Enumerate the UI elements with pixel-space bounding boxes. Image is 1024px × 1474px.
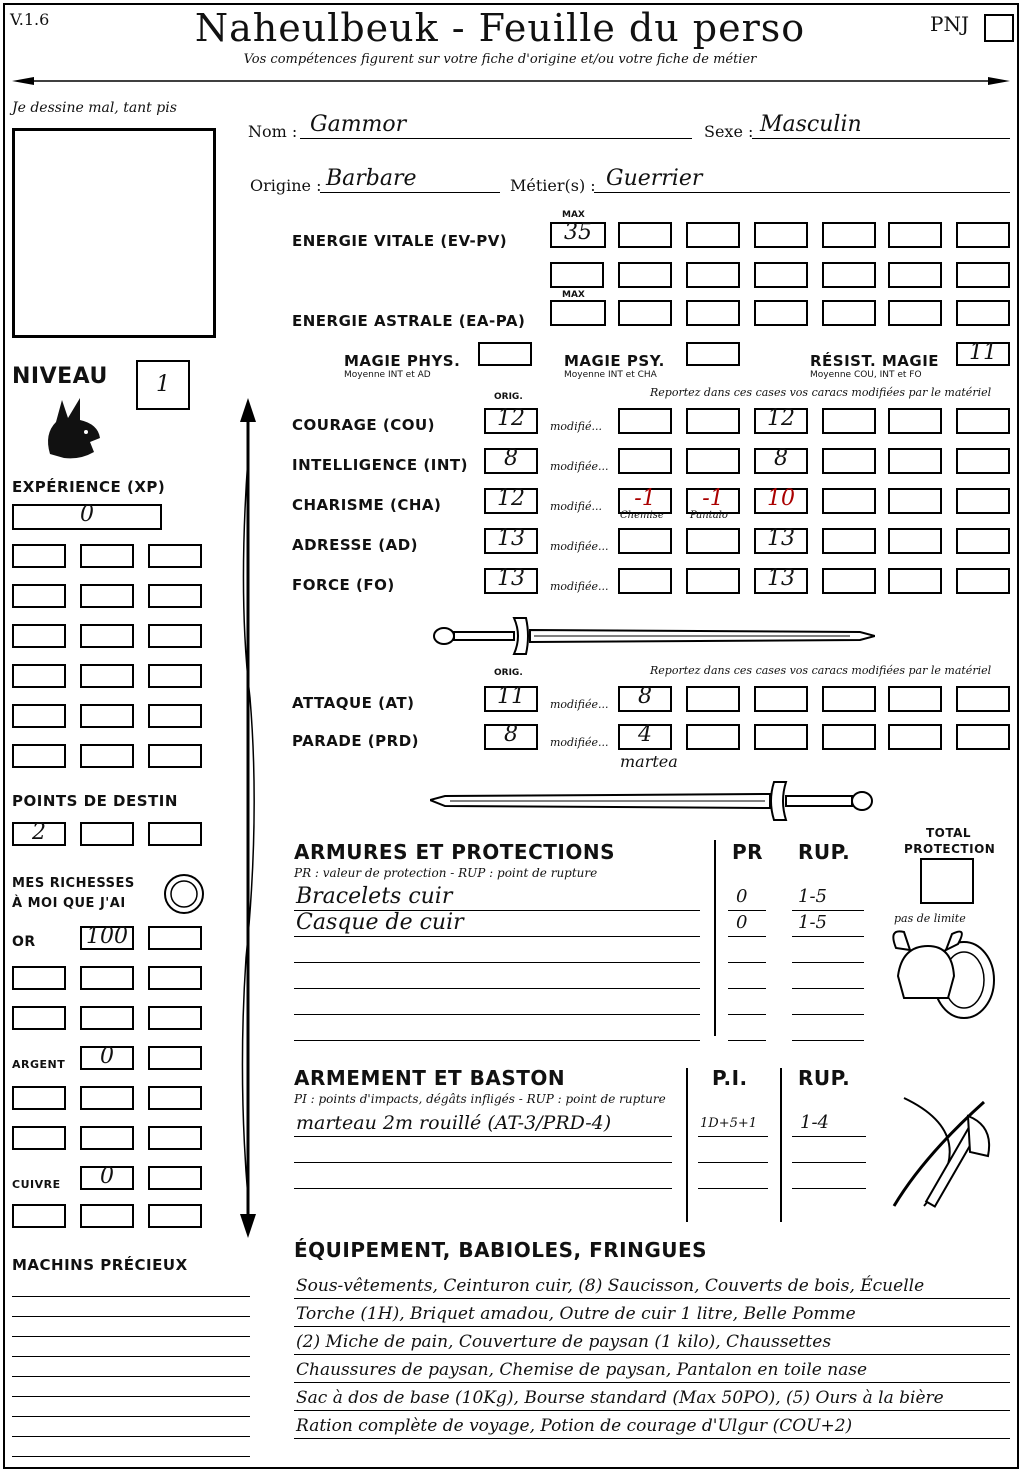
equip-text: Torche (1H), Briquet amadou, Outre de cuir 1 litre, Belle Pomme bbox=[296, 1304, 856, 1324]
xp-box-12[interactable] bbox=[148, 664, 202, 688]
richesses-label-1: MES RICHESSES bbox=[12, 876, 135, 891]
armure-pr-line[interactable] bbox=[728, 988, 766, 989]
equip-line[interactable] bbox=[294, 1326, 1010, 1327]
equip-line[interactable] bbox=[294, 1382, 1010, 1383]
intelligence-mod-box-6[interactable] bbox=[956, 448, 1010, 474]
caracs-orig-label: ORIG. bbox=[494, 392, 523, 402]
ev-box-2[interactable] bbox=[686, 222, 740, 248]
ev-box-row2-3[interactable] bbox=[686, 262, 740, 288]
money-box-2-2[interactable] bbox=[148, 1006, 202, 1030]
ea-box-1[interactable] bbox=[618, 300, 672, 326]
arme-name-line[interactable] bbox=[294, 1136, 672, 1137]
ea-box-5[interactable] bbox=[888, 300, 942, 326]
machins-line[interactable] bbox=[12, 1336, 250, 1337]
armure-name-line[interactable] bbox=[294, 962, 700, 963]
sexe-value: Masculin bbox=[760, 112, 862, 137]
xp-box-1[interactable] bbox=[12, 544, 66, 568]
money-box-7-2[interactable] bbox=[148, 1204, 202, 1228]
portrait-caption: Je dessine mal, tant pis bbox=[12, 100, 177, 116]
equip-text: Chaussures de paysan, Chemise de paysan, Pantalon en toile nase bbox=[296, 1360, 868, 1380]
courage-mod-box-1[interactable] bbox=[618, 408, 672, 434]
box-value: 8 bbox=[638, 684, 652, 709]
xp-box-11[interactable] bbox=[80, 664, 134, 688]
ea-box-6[interactable] bbox=[956, 300, 1010, 326]
nom-label: Nom : bbox=[248, 122, 298, 141]
armure-rup-line[interactable] bbox=[792, 988, 864, 989]
machins-line[interactable] bbox=[12, 1416, 250, 1417]
pnj-label: PNJ bbox=[930, 12, 969, 36]
money-box-6-2[interactable] bbox=[148, 1166, 202, 1190]
arme-pi-line[interactable] bbox=[698, 1136, 768, 1137]
parade-mod-note: martea bbox=[620, 752, 678, 771]
equip-line[interactable] bbox=[294, 1298, 1010, 1299]
courage-mod-box-6[interactable] bbox=[956, 408, 1010, 434]
xp-box-8[interactable] bbox=[80, 624, 134, 648]
courage-orig-box[interactable] bbox=[484, 408, 538, 434]
charisme-mod-box-5[interactable] bbox=[888, 488, 942, 514]
arme-pi-line[interactable] bbox=[698, 1162, 768, 1163]
box-value: 2 bbox=[32, 820, 46, 845]
resist-magie-box[interactable]: 11 bbox=[956, 342, 1010, 366]
armure-name: Bracelets cuir bbox=[296, 884, 453, 909]
ev-box-6[interactable] bbox=[956, 222, 1010, 248]
charisme-mod-box-3[interactable] bbox=[754, 488, 808, 514]
charisme-label: CHARISME (CHA) bbox=[292, 496, 442, 514]
xp-box-10[interactable] bbox=[12, 664, 66, 688]
xp-box-7[interactable] bbox=[12, 624, 66, 648]
machins-line[interactable] bbox=[12, 1296, 250, 1297]
equip-text: Sac à dos de base (10Kg), Bourse standard (Max 50PO), (5) Ours à la bière bbox=[296, 1388, 944, 1408]
origine-label: Origine : bbox=[250, 176, 322, 195]
niveau-label: NIVEAU bbox=[12, 364, 108, 389]
adresse-mod-box-1[interactable] bbox=[618, 528, 672, 554]
money-argent-box[interactable] bbox=[80, 1046, 134, 1070]
spear-vertical-icon bbox=[236, 398, 260, 1238]
money-box-0-2[interactable] bbox=[148, 926, 202, 950]
xp-box-17[interactable] bbox=[80, 744, 134, 768]
attaque-mod-box-6[interactable] bbox=[956, 686, 1010, 712]
box-value: 4 bbox=[638, 722, 652, 747]
metier-value: Guerrier bbox=[606, 166, 703, 191]
equip-line[interactable] bbox=[294, 1354, 1010, 1355]
force-mod-box-3[interactable] bbox=[754, 568, 808, 594]
armement-rup-header: RUP. bbox=[798, 1066, 851, 1090]
xp-box-13[interactable] bbox=[12, 704, 66, 728]
armures-rup-header: RUP. bbox=[798, 840, 851, 864]
intelligence-label: INTELLIGENCE (INT) bbox=[292, 456, 468, 474]
nom-value: Gammor bbox=[310, 112, 407, 137]
equip-text: (2) Miche de pain, Couverture de paysan (1 kilo), Chaussettes bbox=[296, 1332, 832, 1352]
xp-box-18[interactable] bbox=[148, 744, 202, 768]
attaque-label: ATTAQUE (AT) bbox=[292, 694, 415, 712]
armure-rup-line[interactable] bbox=[792, 1040, 864, 1041]
magie-phys-box[interactable] bbox=[478, 342, 532, 366]
parade-mod-box-1[interactable] bbox=[618, 724, 672, 750]
equipement-title: ÉQUIPEMENT, BABIOLES, FRINGUES bbox=[294, 1238, 708, 1262]
machins-line[interactable] bbox=[12, 1316, 250, 1317]
xp-box-15[interactable] bbox=[148, 704, 202, 728]
armement-divider-2 bbox=[780, 1068, 782, 1222]
armure-pr-line[interactable] bbox=[728, 910, 766, 911]
arme-name-line[interactable] bbox=[294, 1162, 672, 1163]
total-protection-label-1: TOTAL bbox=[926, 826, 972, 840]
ev-box-row2-4[interactable] bbox=[754, 262, 808, 288]
armement-note: PI : points d'impacts, dégâts infligés - RUP : point de rupture bbox=[294, 1092, 666, 1106]
courage-mod-box-3[interactable] bbox=[754, 408, 808, 434]
arme-name-line[interactable] bbox=[294, 1188, 672, 1189]
adresse-orig-box[interactable] bbox=[484, 528, 538, 554]
armure-pr-line[interactable] bbox=[728, 1040, 766, 1041]
box-value: -1 bbox=[634, 486, 656, 511]
charisme-modif-label: modifié... bbox=[550, 500, 602, 513]
destin-box-3[interactable] bbox=[148, 822, 202, 846]
pas-de-limite-note: pas de limite bbox=[894, 912, 966, 925]
adresse-mod-box-2[interactable] bbox=[686, 528, 740, 554]
armure-pr: 0 bbox=[736, 886, 748, 907]
parade-orig-box[interactable] bbox=[484, 724, 538, 750]
ev-box-row2-7[interactable] bbox=[956, 262, 1010, 288]
adresse-mod-box-5[interactable] bbox=[888, 528, 942, 554]
parade-modif-label: modifiée... bbox=[550, 736, 609, 749]
armure-rup-line[interactable] bbox=[792, 936, 864, 937]
money-or-box[interactable] bbox=[80, 926, 134, 950]
armures-title: ARMURES ET PROTECTIONS bbox=[294, 840, 615, 864]
ev-box-1[interactable] bbox=[618, 222, 672, 248]
magie-phys-label: MAGIE PHYS. bbox=[344, 352, 461, 370]
armure-name-line[interactable] bbox=[294, 936, 700, 937]
money-box-1-0[interactable] bbox=[12, 966, 66, 990]
parade-mod-box-4[interactable] bbox=[822, 724, 876, 750]
force-orig-box[interactable] bbox=[484, 568, 538, 594]
magie-psy-label: MAGIE PSY. bbox=[564, 352, 665, 370]
money-cuivre-box[interactable] bbox=[80, 1166, 134, 1190]
combat-orig-label: ORIG. bbox=[494, 668, 523, 678]
xp-box-2[interactable] bbox=[80, 544, 134, 568]
force-mod-box-4[interactable] bbox=[822, 568, 876, 594]
xp-box-3[interactable] bbox=[148, 544, 202, 568]
total-protection-label-2: PROTECTION bbox=[904, 842, 996, 856]
force-mod-box-6[interactable] bbox=[956, 568, 1010, 594]
or-label: OR bbox=[12, 934, 36, 950]
combat-report-note: Reportez dans ces cases vos caracs modifiées par le matériel bbox=[650, 664, 992, 677]
ev-box-row2-2[interactable] bbox=[618, 262, 672, 288]
ev-box-5[interactable] bbox=[888, 222, 942, 248]
xp-box-16[interactable] bbox=[12, 744, 66, 768]
intelligence-mod-box-5[interactable] bbox=[888, 448, 942, 474]
machins-line[interactable] bbox=[12, 1376, 250, 1377]
arme-rup-line[interactable] bbox=[792, 1136, 866, 1137]
xp-box-6[interactable] bbox=[148, 584, 202, 608]
box-value: 8 bbox=[504, 446, 518, 471]
box-value: 10 bbox=[767, 486, 795, 511]
box-value: 12 bbox=[767, 406, 795, 431]
money-box-5-1[interactable] bbox=[80, 1126, 134, 1150]
box-value: 8 bbox=[504, 722, 518, 747]
charisme-note-2: Pantalo bbox=[690, 510, 728, 521]
box-value: 100 bbox=[86, 924, 128, 949]
parade-mod-box-3[interactable] bbox=[754, 724, 808, 750]
argent-label: ARGENT bbox=[12, 1058, 66, 1071]
sexe-label: Sexe : bbox=[704, 122, 754, 141]
weapons-icon bbox=[884, 1096, 1010, 1216]
origine-value: Barbare bbox=[326, 166, 417, 191]
xp-box-9[interactable] bbox=[148, 624, 202, 648]
equip-text: Ration complète de voyage, Potion de courage d'Ulgur (COU+2) bbox=[296, 1416, 853, 1436]
armure-pr: 0 bbox=[736, 912, 748, 933]
force-mod-box-5[interactable] bbox=[888, 568, 942, 594]
attaque-orig-box[interactable] bbox=[484, 686, 538, 712]
xp-label: EXPÉRIENCE (XP) bbox=[12, 478, 166, 496]
money-box-5-2[interactable] bbox=[148, 1126, 202, 1150]
xp-box-4[interactable] bbox=[12, 584, 66, 608]
ea-max-label: MAX bbox=[562, 290, 585, 300]
helmet-shield-icon bbox=[888, 928, 998, 1024]
money-box-4-1[interactable] bbox=[80, 1086, 134, 1110]
money-box-5-0[interactable] bbox=[12, 1126, 66, 1150]
intelligence-mod-box-1[interactable] bbox=[618, 448, 672, 474]
ev-box-4[interactable] bbox=[822, 222, 876, 248]
resist-magie-note: Moyenne COU, INT et FO bbox=[810, 370, 922, 380]
box-value: -1 bbox=[702, 486, 724, 511]
box-value: 13 bbox=[497, 566, 525, 591]
total-protection-box[interactable] bbox=[920, 858, 974, 904]
version-label: V.1.6 bbox=[10, 10, 50, 29]
box-value: 13 bbox=[767, 566, 795, 591]
ea-max-box[interactable] bbox=[550, 300, 606, 326]
armure-pr-line[interactable] bbox=[728, 1014, 766, 1015]
charisme-orig-box[interactable] bbox=[484, 488, 538, 514]
courage-modif-label: modifié... bbox=[550, 420, 602, 433]
richesses-label-2: À MOI QUE J'AI bbox=[12, 896, 126, 911]
destin-label: POINTS DE DESTIN bbox=[12, 792, 178, 810]
courage-mod-box-4[interactable] bbox=[822, 408, 876, 434]
money-box-2-0[interactable] bbox=[12, 1006, 66, 1030]
adresse-mod-box-6[interactable] bbox=[956, 528, 1010, 554]
armure-name-line[interactable] bbox=[294, 988, 700, 989]
resist-magie-label: RÉSIST. MAGIE bbox=[810, 352, 940, 370]
xp-box-5[interactable] bbox=[80, 584, 134, 608]
adresse-mod-box-4[interactable] bbox=[822, 528, 876, 554]
ev-box-row2-5[interactable] bbox=[822, 262, 876, 288]
spear-divider-icon bbox=[12, 76, 1010, 86]
money-box-7-1[interactable] bbox=[80, 1204, 134, 1228]
ea-box-3[interactable] bbox=[754, 300, 808, 326]
arme-name: marteau 2m rouillé (AT-3/PRD-4) bbox=[296, 1112, 612, 1134]
ev-max-box[interactable]: 35 bbox=[550, 222, 606, 248]
box-value: 12 bbox=[497, 406, 525, 431]
attaque-mod-box-3[interactable] bbox=[754, 686, 808, 712]
ev-max-label: MAX bbox=[562, 210, 585, 220]
courage-label: COURAGE (COU) bbox=[292, 416, 436, 434]
sheet-subtitle: Vos compétences figurent sur votre fiche d'origine et/ou votre fiche de métier bbox=[243, 52, 757, 67]
box-value: 0 bbox=[100, 1164, 114, 1189]
intelligence-mod-box-3[interactable] bbox=[754, 448, 808, 474]
attaque-mod-box-2[interactable] bbox=[686, 686, 740, 712]
box-value: 13 bbox=[497, 526, 525, 551]
arme-rup: 1-4 bbox=[800, 1112, 829, 1133]
ea-label: ENERGIE ASTRALE (EA-PA) bbox=[292, 312, 526, 330]
box-value: 11 bbox=[497, 684, 525, 709]
armure-pr-line[interactable] bbox=[728, 962, 766, 963]
portrait-box[interactable] bbox=[12, 128, 216, 338]
money-box-7-0[interactable] bbox=[12, 1204, 66, 1228]
armement-pi-header: P.I. bbox=[712, 1066, 748, 1090]
arme-pi-line[interactable] bbox=[698, 1188, 768, 1189]
armure-pr-line[interactable] bbox=[728, 936, 766, 937]
machins-line[interactable] bbox=[12, 1356, 250, 1357]
armures-pr-header: PR bbox=[732, 840, 764, 864]
intelligence-mod-box-2[interactable] bbox=[686, 448, 740, 474]
magie-phys-note: Moyenne INT et AD bbox=[344, 370, 431, 380]
armures-note: PR : valeur de protection - RUP : point de rupture bbox=[294, 866, 598, 880]
armures-divider bbox=[714, 840, 716, 1036]
metier-label: Métier(s) : bbox=[510, 176, 596, 195]
armure-name: Casque de cuir bbox=[296, 910, 464, 935]
ev-box-row2-1[interactable] bbox=[550, 262, 604, 288]
machins-label: MACHINS PRÉCIEUX bbox=[12, 1256, 188, 1274]
armement-divider-1 bbox=[686, 1068, 688, 1222]
adresse-modif-label: modifiée... bbox=[550, 540, 609, 553]
ea-box-2[interactable] bbox=[686, 300, 740, 326]
sword-icon-2 bbox=[430, 778, 875, 824]
sheet-title: Naheulbeuk - Feuille du perso bbox=[194, 6, 806, 50]
force-modif-label: modifiée... bbox=[550, 580, 609, 593]
attaque-mod-box-1[interactable] bbox=[618, 686, 672, 712]
arme-pi: 1D+5+1 bbox=[700, 1116, 758, 1131]
pnj-checkbox[interactable] bbox=[984, 14, 1014, 42]
charisme-mod-box-4[interactable] bbox=[822, 488, 876, 514]
force-mod-box-1[interactable] bbox=[618, 568, 672, 594]
charisme-note-1: Chemise bbox=[620, 510, 664, 521]
intelligence-mod-box-4[interactable] bbox=[822, 448, 876, 474]
money-box-1-2[interactable] bbox=[148, 966, 202, 990]
cuivre-label: CUIVRE bbox=[12, 1178, 61, 1191]
force-label: FORCE (FO) bbox=[292, 576, 395, 594]
attaque-mod-box-4[interactable] bbox=[822, 686, 876, 712]
force-mod-box-2[interactable] bbox=[686, 568, 740, 594]
money-box-2-1[interactable] bbox=[80, 1006, 134, 1030]
charisme-mod-box-6[interactable] bbox=[956, 488, 1010, 514]
parade-mod-box-6[interactable] bbox=[956, 724, 1010, 750]
money-box-1-1[interactable] bbox=[80, 966, 134, 990]
box-value: 0 bbox=[100, 1044, 114, 1069]
parade-mod-box-2[interactable] bbox=[686, 724, 740, 750]
armure-rup-line[interactable] bbox=[792, 910, 864, 911]
armure-rup: 1-5 bbox=[798, 886, 827, 907]
equip-line[interactable] bbox=[294, 1410, 1010, 1411]
coin-icon bbox=[162, 872, 206, 916]
destin-box-1[interactable] bbox=[12, 822, 66, 846]
magie-psy-box[interactable] bbox=[686, 342, 740, 366]
ea-box-4[interactable] bbox=[822, 300, 876, 326]
box-value: 13 bbox=[767, 526, 795, 551]
machins-line[interactable] bbox=[12, 1436, 250, 1437]
armure-rup: 1-5 bbox=[798, 912, 827, 933]
magie-psy-note: Moyenne INT et CHA bbox=[564, 370, 657, 380]
equip-text: Sous-vêtements, Ceinturon cuir, (8) Saucisson, Couverts de bois, Écuelle bbox=[296, 1276, 925, 1296]
box-value: 8 bbox=[774, 446, 788, 471]
adresse-label: ADRESSE (AD) bbox=[292, 536, 419, 554]
courage-mod-box-5[interactable] bbox=[888, 408, 942, 434]
arme-rup-line[interactable] bbox=[792, 1188, 866, 1189]
xp-box[interactable]: 0 bbox=[12, 504, 162, 530]
parade-mod-box-5[interactable] bbox=[888, 724, 942, 750]
destin-box-2[interactable] bbox=[80, 822, 134, 846]
armure-name-line[interactable] bbox=[294, 1040, 700, 1041]
ev-box-row2-6[interactable] bbox=[888, 262, 942, 288]
attaque-mod-box-5[interactable] bbox=[888, 686, 942, 712]
xp-box-14[interactable] bbox=[80, 704, 134, 728]
box-value: 12 bbox=[497, 486, 525, 511]
adresse-mod-box-3[interactable] bbox=[754, 528, 808, 554]
machins-line[interactable] bbox=[12, 1456, 250, 1457]
intelligence-modif-label: modifiée... bbox=[550, 460, 609, 473]
arme-rup-line[interactable] bbox=[792, 1162, 866, 1163]
intelligence-orig-box[interactable] bbox=[484, 448, 538, 474]
dragon-icon bbox=[40, 394, 106, 464]
machins-line[interactable] bbox=[12, 1396, 250, 1397]
sword-icon bbox=[430, 612, 875, 658]
armure-rup-line[interactable] bbox=[792, 1014, 864, 1015]
caracs-report-note: Reportez dans ces cases vos caracs modifiées par le matériel bbox=[650, 386, 992, 399]
armure-name-line[interactable] bbox=[294, 1014, 700, 1015]
money-box-4-0[interactable] bbox=[12, 1086, 66, 1110]
courage-mod-box-2[interactable] bbox=[686, 408, 740, 434]
money-box-3-2[interactable] bbox=[148, 1046, 202, 1070]
ev-label: ENERGIE VITALE (EV-PV) bbox=[292, 232, 508, 250]
niveau-box[interactable]: 1 bbox=[136, 360, 190, 410]
money-box-4-2[interactable] bbox=[148, 1086, 202, 1110]
armure-rup-line[interactable] bbox=[792, 962, 864, 963]
equip-line[interactable] bbox=[294, 1438, 1010, 1439]
ev-box-3[interactable] bbox=[754, 222, 808, 248]
parade-label: PARADE (PRD) bbox=[292, 732, 420, 750]
attaque-modif-label: modifiée... bbox=[550, 698, 609, 711]
armement-title: ARMEMENT ET BASTON bbox=[294, 1066, 566, 1090]
